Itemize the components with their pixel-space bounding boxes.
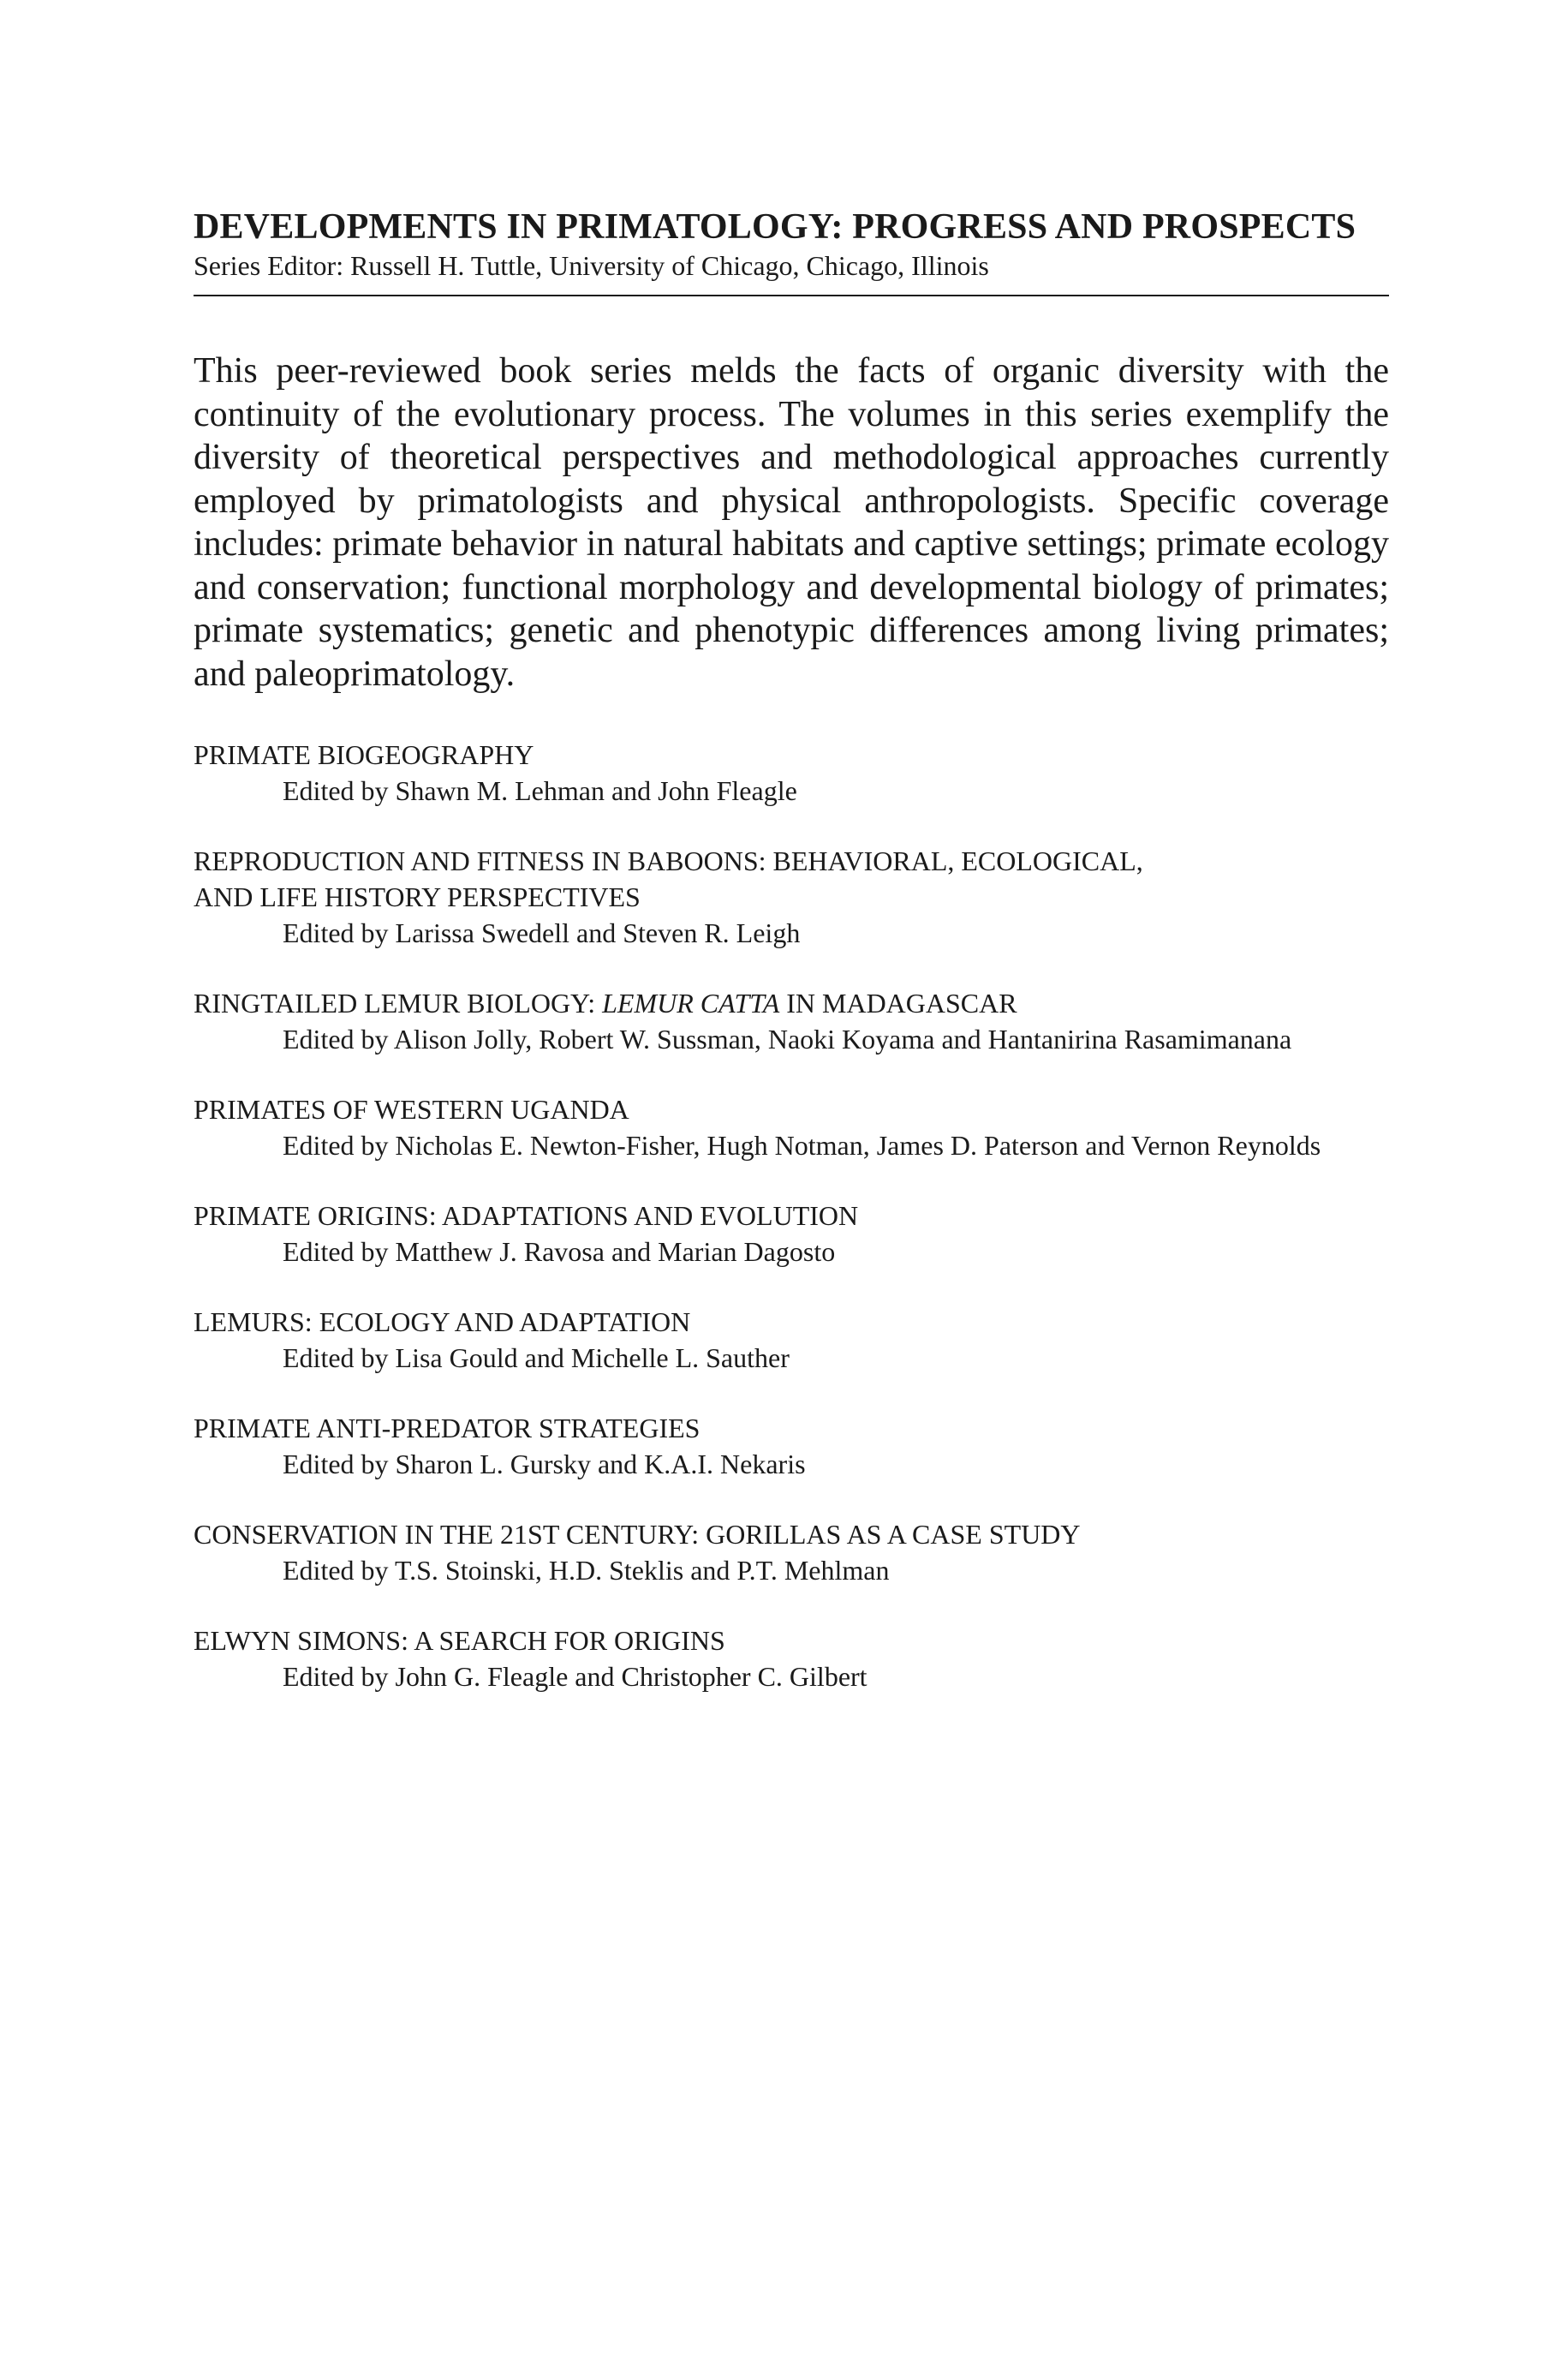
header-divider	[194, 295, 1389, 296]
book-editors: Edited by John G. Fleagle and Christopher C. Gilbert	[283, 1661, 867, 1692]
book-title-line-2: AND LIFE HISTORY PERSPECTIVES	[194, 881, 641, 912]
book-entry	[194, 985, 1389, 1057]
book-editors: Edited by Lisa Gould and Michelle L. Sauther	[283, 1342, 790, 1373]
book-editors: Edited by Alison Jolly, Robert W. Sussman, Naoki Koyama and Hantanirina Rasamimanana	[283, 1024, 1292, 1055]
book-title-suffix: IN MADAGASCAR	[779, 988, 1017, 1019]
book-entry	[194, 843, 1389, 951]
book-title: CONSERVATION IN THE 21ST CENTURY: GORILLAS AS A CASE STUDY	[194, 1519, 1081, 1550]
book-title: ELWYN SIMONS: A SEARCH FOR ORIGINS	[194, 1625, 725, 1656]
series-description: This peer-reviewed book series melds the facts of organic diversity with the continuity of the evolutionary process. The volumes in this series exemplify the diversity of theoretical perspectives and methodological approaches currently employed by primatologists and physical anthropologists. Specific coverage includes: primate behavior in natural habitats and captive settings; primate ecology and conservation; functional morphology and developmental biology of primates; primate systematics; genetic and phenotypic differences among living primates; and paleoprimatology.	[194, 351, 1389, 694]
book-editors: Edited by Larissa Swedell and Steven R. Leigh	[283, 917, 801, 948]
book-title-species: LEMUR CATTA	[602, 988, 780, 1019]
book-entry	[194, 1091, 1389, 1163]
book-editors: Edited by Nicholas E. Newton-Fisher, Hugh Notman, James D. Paterson and Vernon Reynolds	[283, 1130, 1321, 1161]
book-title: PRIMATE ORIGINS: ADAPTATIONS AND EVOLUTION	[194, 1200, 859, 1231]
book-editors: Edited by Shawn M. Lehman and John Fleagle	[283, 775, 797, 806]
book-title-line-1: REPRODUCTION AND FITNESS IN BABOONS: BEHAVIORAL, ECOLOGICAL,	[194, 845, 1143, 876]
book-entry	[194, 1622, 1389, 1694]
book-list	[194, 737, 1389, 1694]
book-title	[194, 985, 1389, 1021]
book-entry	[194, 1304, 1389, 1376]
book-title: LEMURS: ECOLOGY AND ADAPTATION	[194, 1306, 691, 1337]
book-entry	[194, 737, 1389, 809]
book-entry	[194, 1410, 1389, 1482]
book-title: PRIMATES OF WESTERN UGANDA	[194, 1094, 629, 1125]
book-title: PRIMATE BIOGEOGRAPHY	[194, 739, 534, 770]
book-entry	[194, 1198, 1389, 1270]
book-editors: Edited by T.S. Stoinski, H.D. Steklis and P.T. Mehlman	[283, 1555, 890, 1586]
series-title: DEVELOPMENTS IN PRIMATOLOGY: PROGRESS AND PROSPECTS	[194, 207, 1356, 247]
series-editor: Series Editor: Russell H. Tuttle, University of Chicago, Chicago, Illinois	[194, 250, 989, 281]
book-editors: Edited by Sharon L. Gursky and K.A.I. Nekaris	[283, 1449, 806, 1479]
series-page	[194, 206, 1389, 1729]
book-entry	[194, 1516, 1389, 1588]
book-title-prefix: RINGTAILED LEMUR BIOLOGY:	[194, 988, 603, 1019]
book-editors: Edited by Matthew J. Ravosa and Marian Dagosto	[283, 1236, 836, 1267]
book-title: PRIMATE ANTI-PREDATOR STRATEGIES	[194, 1413, 701, 1443]
